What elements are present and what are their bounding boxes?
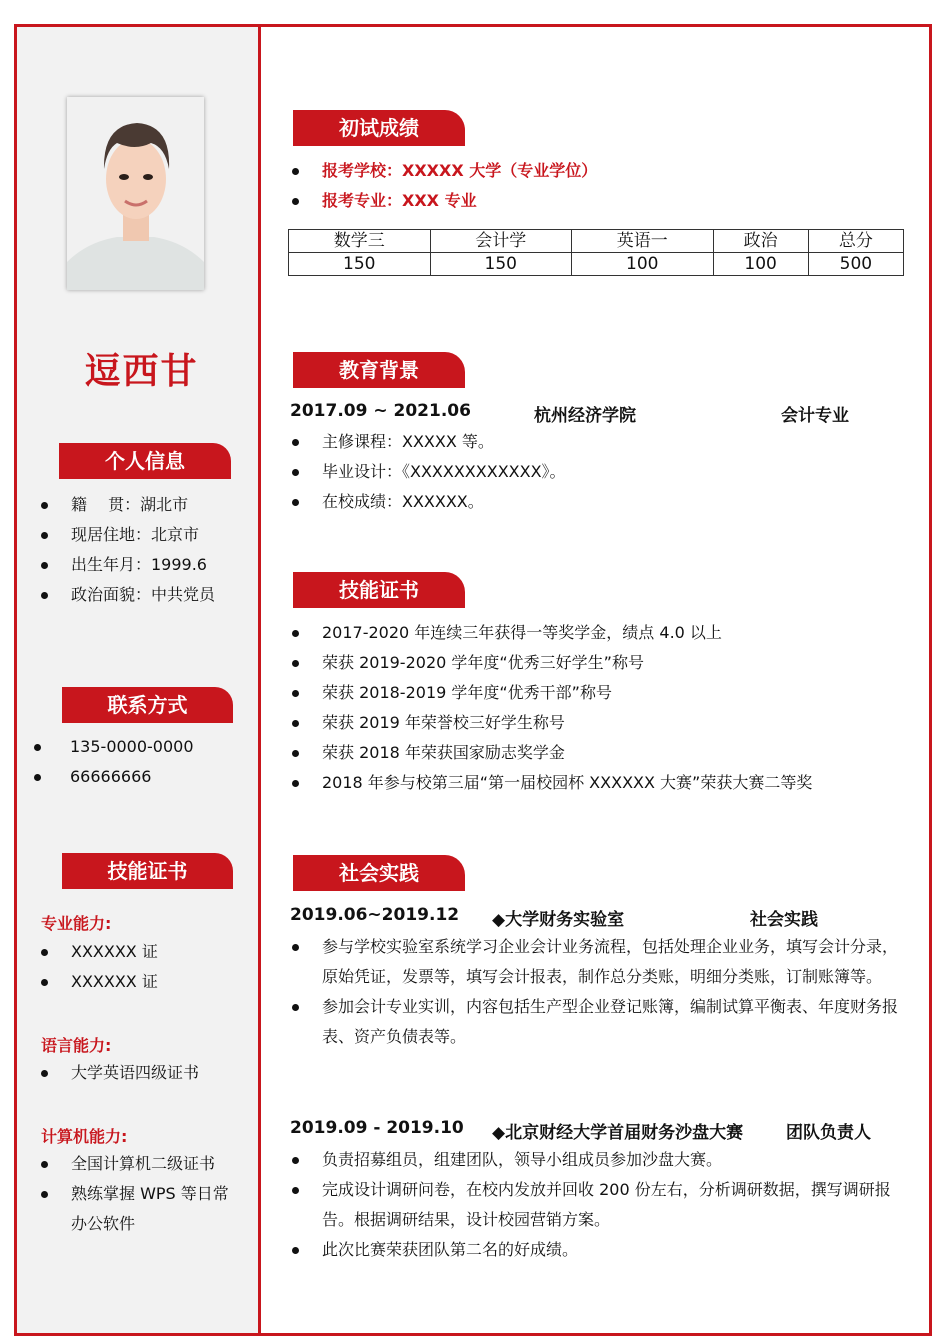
list-item: 出生年月：1999.6	[37, 550, 247, 580]
list-item: 荣获 2019-2020 学年度“优秀三好学生”称号	[288, 648, 903, 678]
table-row	[289, 230, 904, 253]
contact-number: 66666666	[30, 762, 245, 792]
computer-list	[37, 1149, 242, 1239]
list-item: 参与学校实验室系统学习企业会计业务流程，包括处理企业业务，填写会计分录，原始凭证，发票等，填写会计报表，制作总分类账，明细分类账，订制账簿等。	[288, 932, 898, 992]
list-item: 在校成绩：XXXXXX。	[288, 487, 898, 517]
practice-role: 团队负责人	[786, 1123, 871, 1143]
list-item: 此次比赛荣获团队第二名的好成绩。	[288, 1235, 898, 1265]
profile-photo	[67, 97, 204, 290]
personal-info-list	[37, 490, 247, 610]
practice-period: 2019.06~2019.12	[290, 905, 460, 925]
practice-org: ◆北京财经大学首届财务沙盘大赛	[492, 1123, 744, 1143]
list-item: 熟练掌握 WPS 等日常办公软件	[37, 1179, 242, 1239]
education-period: 2017.09 ~ 2021.06	[290, 401, 471, 421]
practice-role: 社会实践	[750, 910, 818, 930]
list-item: 荣获 2018-2019 学年度“优秀干部”称号	[288, 678, 903, 708]
list-item: 荣获 2019 年荣誉校三好学生称号	[288, 708, 903, 738]
list-item: 完成设计调研问卷，在校内发放并回收 200 份左右，分析调研数据，撰写调研报告。根据调研结果，设计校园营销方案。	[288, 1175, 898, 1235]
list-item: 主修课程：XXXXX 等。	[288, 427, 898, 457]
table-cell: 500	[808, 253, 903, 276]
list-item: XXXXXX 证	[37, 937, 247, 967]
list-item: 政治面貌：中共党员	[37, 580, 247, 610]
practice-list-1	[288, 932, 898, 1052]
table-row	[289, 253, 904, 276]
practice-list-2	[288, 1145, 898, 1265]
column-divider	[258, 24, 261, 1336]
education-list	[288, 427, 898, 517]
table-cell: 100	[713, 253, 808, 276]
table-header-cell: 会计学	[430, 230, 572, 253]
list-item: 全国计算机二级证书	[37, 1149, 242, 1179]
contact-heading: 联系方式	[62, 687, 233, 723]
list-item: 2017-2020 年连续三年获得一等奖学金，绩点 4.0 以上	[288, 618, 903, 648]
list-item: 毕业设计：《XXXXXXXXXXXX》。	[288, 457, 898, 487]
computer-ability-label: 计算机能力:	[41, 1127, 128, 1146]
professional-ability-label: 专业能力:	[41, 914, 112, 933]
personal-info-heading: 个人信息	[59, 443, 231, 479]
certificates-list	[288, 618, 903, 798]
exam-info-list	[288, 156, 898, 216]
table-cell: 150	[430, 253, 572, 276]
exam-heading: 初试成绩	[293, 110, 465, 146]
language-list	[37, 1058, 247, 1088]
education-heading: 教育背景	[293, 352, 465, 388]
table-cell: 150	[289, 253, 431, 276]
list-item: 现居住地：北京市	[37, 520, 247, 550]
practice-org: ◆大学财务实验室	[492, 910, 625, 930]
list-item: 荣获 2018 年荣获国家励志奖学金	[288, 738, 903, 768]
table-header-cell: 英语一	[572, 230, 714, 253]
list-item: 大学英语四级证书	[37, 1058, 247, 1088]
table-header-cell: 政治	[713, 230, 808, 253]
table-header-cell: 数学三	[289, 230, 431, 253]
practice-heading: 社会实践	[293, 855, 465, 891]
phone-number: 135-0000-0000	[30, 732, 245, 762]
list-item: 籍 贯：湖北市	[37, 490, 247, 520]
education-major: 会计专业	[781, 406, 849, 426]
contact-list	[30, 732, 245, 792]
table-header-cell: 总分	[808, 230, 903, 253]
skills-heading: 技能证书	[62, 853, 233, 889]
education-school: 杭州经济学院	[534, 406, 636, 426]
exam-major: 报考专业：XXX 专业	[288, 186, 898, 216]
list-item: 负责招募组员，组建团队，领导小组成员参加沙盘大赛。	[288, 1145, 898, 1175]
exam-school: 报考学校：XXXXX 大学（专业学位）	[288, 156, 898, 186]
practice-period: 2019.09 - 2019.10	[290, 1118, 464, 1138]
candidate-name: 逗西甘	[84, 351, 199, 392]
professional-list	[37, 937, 247, 997]
list-item: 2018 年参与校第三届“第一届校园杯 XXXXXX 大赛”荣获大赛二等奖	[288, 768, 903, 798]
certificates-heading: 技能证书	[293, 572, 465, 608]
score-table	[288, 229, 904, 276]
list-item: XXXXXX 证	[37, 967, 247, 997]
language-ability-label: 语言能力:	[41, 1036, 112, 1055]
table-cell: 100	[572, 253, 714, 276]
list-item: 参加会计专业实训，内容包括生产型企业登记账簿，编制试算平衡表、年度财务报表、资产负债表等。	[288, 992, 898, 1052]
